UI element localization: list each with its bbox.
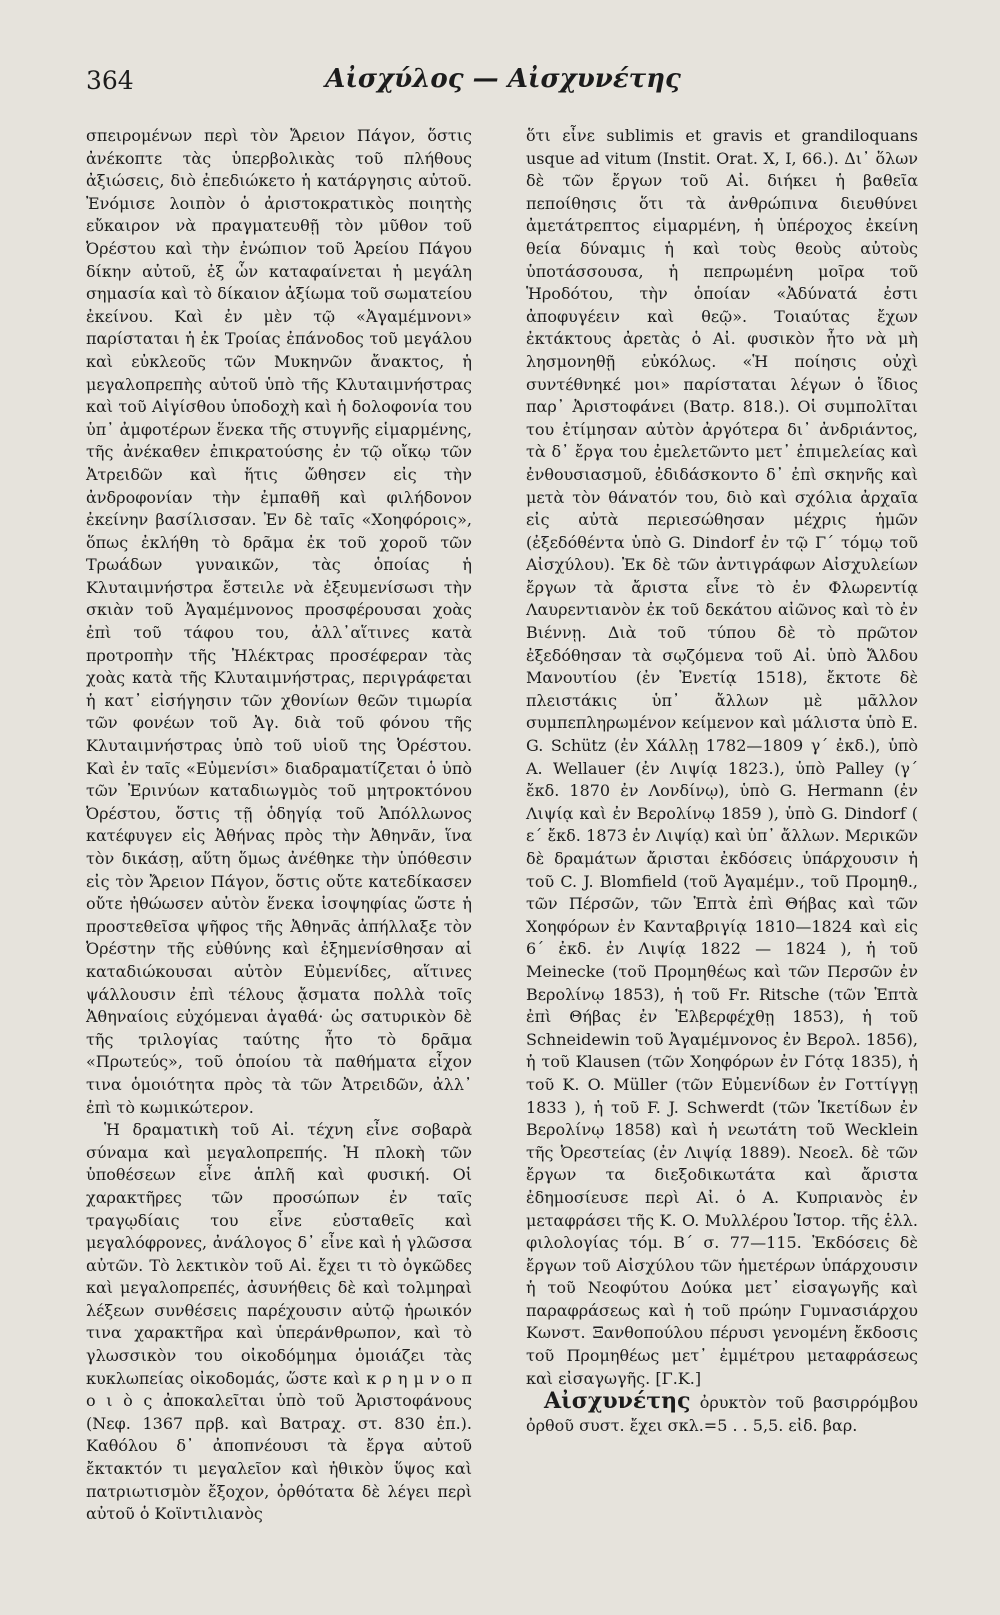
running-head: Αἰσχύλος — Αἰσχυνέτης	[325, 64, 681, 94]
paragraph: Ἡ δραματικὴ τοῦ Αἰ. τέχνη εἶνε σοβαρὰ σύναμα καὶ μεγαλοπρεπής. Ἡ πλοκὴ τῶν ὑποθέσεων εἶνε ἁπλῆ καὶ φυσική. Οἱ χαρακτῆρες τῶν προσώπων ἐν ταῖς τραγῳδίαις του εἶνε εὐσταθεῖς καὶ μεγαλόφρονες, ἀνάλογος δ᾽ εἶνε καὶ ἡ γλῶσσα αὐτῶν. Τὸ λεκτικὸν τοῦ Αἰ. ἔχει τι τὸ ὀγκῶδες καὶ μεγαλοπρεπές, ἀσυνήθεις δὲ καὶ τολμηραὶ λέξεων συνθέσεις παρέχουσιν αὐτῷ ἡρωικόν τινα χαρακτῆρα καὶ ὑπεράνθρωπον, καὶ τὸ γλωσσικὸν του οἰκοδόμημα ὁμοιάζει τὰς κυκλωπείας οἰκοδομάς, ὥστε καὶ κ ρ η μ ν ο π ο ι ὸ ς ἀποκαλεῖται ὑπὸ τοῦ Ἀριστοφάνους (Νεφ. 1367 πρβ. καὶ Βατραχ. στ. 830 ἑπ.). Καθόλου δ᾽ ἀποπνέουσι τὰ ἔργα αὐτοῦ ἔκτακτόν τι μεγαλεῖον καὶ ἠθικὸν ὕψος καὶ πατριωτισμὸν ἔξοχον, ὀρθότατα δὲ λέγει περὶ αὐτοῦ ὁ Κοϊντιλιανὸς	[86, 1120, 472, 1524]
entry	[526, 1390, 918, 1437]
paragraph: ὅτι εἶνε sublimis et gravis et grandiloquans usque ad vitum (Instit. Orat. X, I, 66.). Δι᾽ ὅλων δὲ τῶν ἔργων τοῦ Αἰ. διήκει ἡ βαθεῖα πεποίθησις ὅτι τὰ ἀνθρώπινα διευθύνει ἀμετάτρεπτος εἱμαρμένη, ἡ ὑπέροχος ἐκείνη θεία δύναμις ἡ καὶ τοὺς θεοὺς αὐτοὺς ὑποτάσσουσα, ἡ πεπρωμένη μοῖρα τοῦ Ἡροδότου, τὴν ὁποίαν «Ἀδύνατά ἐστι ἀποφυγέειν καὶ θεῷ». Τοιαύτας ἔχων ἐκτάκτους ἀρετὰς ὁ Αἰ. φυσικὸν ἦτο νὰ μὴ λησμονηθῇ εὐκόλως. «Ἡ ποίησις οὐχὶ συντέθνηκέ μοι» παρίσταται λέγων ὁ ἴδιος παρ᾽ Ἀριστοφάνει (Βατρ. 818.). Οἱ συμπολῖται του ἐτίμησαν αὐτὸν ἀργότερα δι᾽ ἀνδριάντος, τὰ δ᾽ ἔργα του ἐμελετῶντο μετ᾽ ἐπιμελείας καὶ ἐνθουσιασμοῦ, ἐδιδάσκοντο δ᾽ ἐπὶ σκηνῆς καὶ μετὰ τὸν θάνατόν του, διὸ καὶ σχόλια ἀρχαῖα εἰς αὐτὰ περιεσώθησαν μέχρις ἡμῶν (ἐξεδόθέντα ὑπὸ G. Dindorf ἐν τῷ Γ´ τόμῳ τοῦ Αἰσχύλου). Ἐκ δὲ τῶν ἀντιγράφων Αἰσχυλείων ἔργων τὰ ἄριστα εἶνε τὸ ἐν Φλωρεντίᾳ Λαυρεντιανὸν ἐκ τοῦ δεκάτου αἰῶνος καὶ τὸ ἐν Βιέννῃ. Διὰ τοῦ τύπου δὲ τὸ πρῶτον ἐξεδόθησαν τὰ σῳζόμενα τοῦ Αἰ. ὑπὸ Ἄλδου Μανουτίου (ἐν Ἑνετίᾳ 1518), ἔκτοτε δὲ πλειστάκις ὑπ᾽ ἄλλων μὲ μᾶλλον συμπεπληρωμένον κείμενον καὶ μάλιστα ὑπὸ E. G. Schütz (ἐν Χάλλῃ 1782—1809 γ´ ἐκδ.), ὑπὸ A. Wellauer (ἐν Λιψίᾳ 1823.), ὑπὸ Palley (γ´ ἔκδ. 1870 ἐν Λονδίνῳ), ὑπὸ G. Hermann (ἐν Λιψίᾳ καὶ ἐν Βερολίνῳ 1859 ), ὑπὸ G. Dindorf ( ε´ ἔκδ. 1873 ἐν Λιψίᾳ) καὶ ὑπ᾽ ἄλλων. Μερικῶν δὲ δραμάτων ἄρισται ἐκδόσεις ὑπάρχουσιν ἡ τοῦ C. J. Blomfield (τοῦ Ἀγαμέμν., τοῦ Προμηθ., τῶν Πέρσῶν, τῶν Ἑπτὰ ἐπὶ Θήβας καὶ τῶν Χοηφόρων ἐν Κανταβριγίᾳ 1810—1824 καὶ εἰς 6´ ἐκδ. ἐν Λιψίᾳ 1822 — 1824 ), ἡ τοῦ Meinecke (τοῦ Προμηθέως καὶ τῶν Περσῶν ἐν Βερολίνῳ 1853), ἡ τοῦ Fr. Ritsche (τῶν Ἑπτὰ ἐπὶ Θήβας ἐν Ἐλβερφέχθῃ 1853), ἡ τοῦ Schneidewin τοῦ Ἀγαμέμνονος ἐν Βερολ. 1856), ἡ τοῦ Klausen (τῶν Χοηφόρων ἐν Γότᾳ 1835), ἡ τοῦ K. O. Müller (τῶν Εὐμενίδων ἐν Γοττίγγῃ 1833 ), ἡ τοῦ F. J. Schwerdt (τῶν Ἱκετίδων ἐν Βερολίνῳ 1858) καὶ ἡ νεωτάτη τοῦ Wecklein τῆς Ὀρεστείας (ἐν Λιψίᾳ 1889). Νεοελ. δὲ τῶν ἔργων τα διεξοδικωτάτα καὶ ἄριστα ἐδημοσίευσε περὶ Αἰ. ὁ Α. Κυπριανὸς ἐν μεταφράσει τῆς K. O. Μυλλέρου Ἱστορ. τῆς ἑλλ. φιλολογίας τόμ. Β´ σ. 77—115. Ἐκδόσεις δὲ ἔργων τοῦ Αἰσχύλου τῶν ἡμετέρων ὑπάρχουσιν ἡ τοῦ Νεοφύτου Δούκα μετ᾽ εἰσαγωγῆς καὶ παραφράσεως καὶ ἡ τοῦ πρώην Γυμνασιάρχου Κωνστ. Ξανθοπούλου πέρυσι γενομένη ἔκδοσις τοῦ Προμηθέως μετ᾽ ἐμμέτρου μεταφράσεως καὶ εἰσαγωγῆς. [Γ.Κ.]	[526, 126, 918, 1388]
page-number: 364	[86, 66, 134, 95]
entry-text: ὀρυκτὸν τοῦ βασιρρόμβου ὀρθοῦ συστ. ἔχει σκλ.=5 . . 5,5. εἰδ. βαρ.	[526, 1393, 918, 1435]
left-column	[86, 125, 472, 1526]
paragraph: σπειρομένων περὶ τὸν Ἄρειον Πάγον, ὅστις ἀνέκοπτε τὰς ὑπερβολικὰς τοῦ πλήθους ἀξιώσεις, διὸ ἐπεδιώκετο ἡ κατάργησις αὐτοῦ. Ἐνόμισε λοιπὸν ὁ ἀριστοκρατικὸς ποιητὴς εὔκαιρον νὰ πραγματευθῇ τὸν μῦθον τοῦ Ὀρέστου καὶ τὴν ἐνώπιον τοῦ Ἀρείου Πάγου δίκην αὐτοῦ, ἐξ ὧν καταφαίνεται ἡ μεγάλη σημασία καὶ τὸ δίκαιον ἀξίωμα τοῦ σωματείου ἐκείνου. Καὶ ἐν μὲν τῷ «Ἀγαμέμνονι» παρίσταται ἡ ἐκ Τροίας ἐπάνοδος τοῦ μεγάλου καὶ εὐκλεοῦς τῶν Μυκηνῶν ἄνακτος, ἡ μεγαλοπρεπὴς αὐτοῦ ὑπὸ τῆς Κλυταιμνήστρας καὶ τοῦ Αἰγίσθου ὑποδοχὴ καὶ ἡ δολοφονία του ὑπ᾽ ἀμφοτέρων ἕνεκα τῆς στυγνῆς εἱμαρμένης, τῆς ἀνέκαθεν ἐπικρατούσης ἐν τῷ οἴκῳ τῶν Ἀτρειδῶν καὶ ἥτις ὤθησεν εἰς τὴν ἀνδροφονίαν τὴν ἐμπαθῆ καὶ φιλήδονον ἐκείνην βασίλισσαν. Ἐν δὲ ταῖς «Χοηφόροις», ὅπως ἐκλήθη τὸ δρᾶμα ἐκ τοῦ χοροῦ τῶν Τρωάδων γυναικῶν, τὰς ὁποίας ἡ Κλυταιμνήστρα ἔστειλε νὰ ἐξευμενίσωσι τὴν σκιὰν τοῦ Ἀγαμέμνονος προσφέρουσαι χοὰς ἐπὶ τοῦ τάφου του, ἀλλ᾽αἵτινες κατὰ προτροπὴν τῆς Ἠλέκτρας προσέφεραν τὰς χοὰς κατὰ τῆς Κλυταιμνήστρας, περιγράφεται ἡ κατ᾽ εἰσήγησιν τῶν χθονίων θεῶν τιμωρία τῶν φονέων τοῦ Ἀγ. διὰ τοῦ φόνου τῆς Κλυταιμνήστρας ὑπὸ τοῦ υἱοῦ της Ὀρέστου. Καὶ ἐν ταῖς «Εὐμενίσι» διαδραματίζεται ὁ ὑπὸ τῶν Ἐρινύων καταδιωγμὸς τοῦ μητροκτόνου Ὀρέστου, ὅστις τῇ ὁδηγίᾳ τοῦ Ἀπόλλωνος κατέφυγεν εἰς Ἀθήνας πρὸς τὴν Ἀθηνᾶν, ἵνα τὸν δικάσῃ, αὕτη ὅμως ἀνέθηκε τὴν ὑπόθεσιν εἰς τὸν Ἄρειον Πάγον, ὅστις οὔτε κατεδίκασεν οὔτε ἠθώωσεν αὐτὸν ἕνεκα ἰσοψηφίας ὥστε ἡ προστεθεῖσα ψῆφος τῆς Ἀθηνᾶς ἀπήλλαξε τὸν Ὀρέστην τῆς εὐθύνης καὶ ἐξημενίσθησαν αἱ καταδιώκουσαι αὐτὸν Εὐμενίδες, αἵτινες ψάλλουσιν ἐπὶ τέλους ᾄσματα πολλὰ τοῖς Ἀθηναίοις εὐχόμεναι ἀγαθά· ὡς σατυρικὸν δὲ τῆς τριλογίας ταύτης ἦτο τὸ δρᾶμα «Πρωτεύς», τοῦ ὁποίου τὰ παθήματα εἶχον τινα ὁμοιότητα πρὸς τὰ τῶν Ἀτρειδῶν, ἀλλ᾽ ἐπὶ τὸ κωμικώτερον.	[86, 126, 472, 1117]
page-header	[86, 66, 920, 106]
entry-headword: Αἰσχυνέτης	[544, 1388, 691, 1415]
right-column	[526, 125, 918, 1437]
